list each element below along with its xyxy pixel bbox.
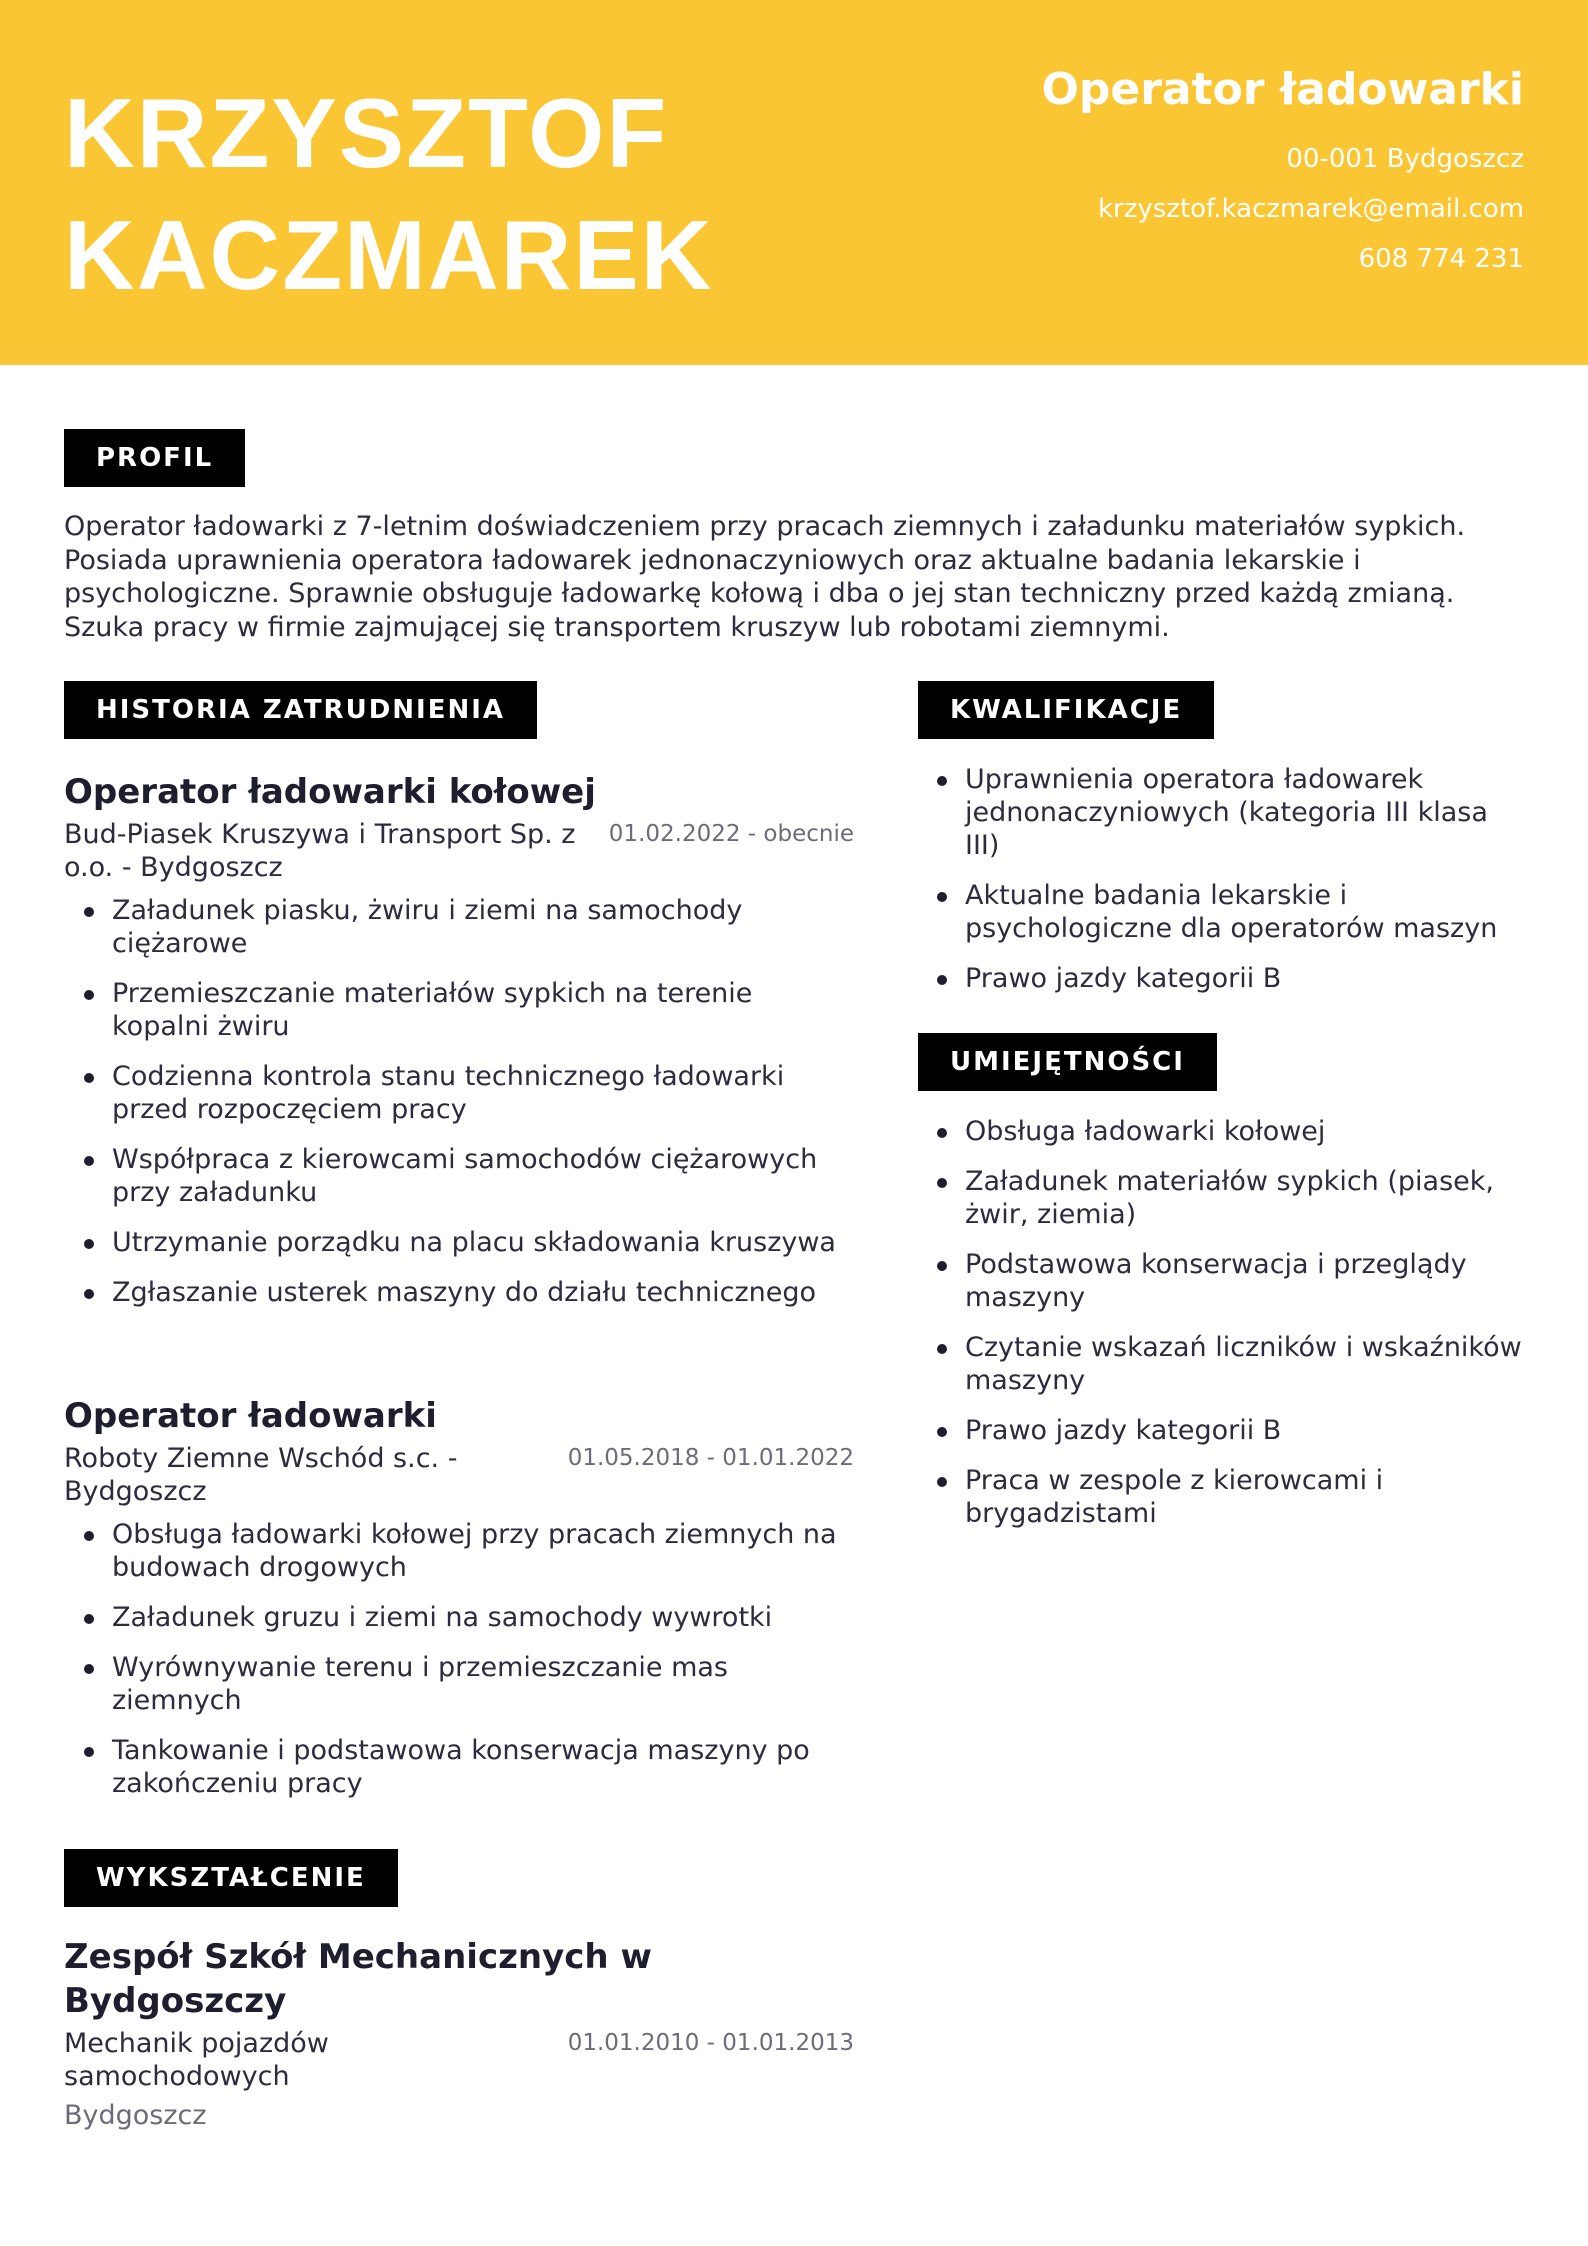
list-item: Prawo jazdy kategorii B bbox=[918, 962, 1524, 995]
job-entry bbox=[64, 1394, 854, 1817]
first-name: KRZYSZTOF bbox=[64, 78, 669, 188]
section-heading-qualifications: KWALIFIKACJE bbox=[918, 681, 1214, 739]
job-duties-list bbox=[64, 1518, 854, 1800]
list-item: Załadunek materiałów sypkich (piasek, żwir, ziemia) bbox=[918, 1165, 1524, 1231]
phone[interactable]: 608 774 231 bbox=[1358, 244, 1524, 274]
address: 00-001 Bydgoszcz bbox=[1286, 144, 1524, 174]
list-item: Załadunek piasku, żwiru i ziemi na samochody ciężarowe bbox=[64, 894, 854, 960]
qualifications-list bbox=[918, 763, 1524, 995]
job-entry-title: Operator ładowarki bbox=[64, 1396, 437, 1436]
list-item: Obsługa ładowarki kołowej przy pracach ziemnych na budowach drogowych bbox=[64, 1518, 854, 1584]
job-entry-company: Bud-Piasek Kruszywa i Transport Sp. z o.o. - Bydgoszcz bbox=[64, 819, 576, 883]
list-item: Wyrównywanie terenu i przemieszczanie mas ziemnych bbox=[64, 1651, 854, 1717]
list-item: Prawo jazdy kategorii B bbox=[918, 1414, 1524, 1447]
job-duties-list bbox=[64, 894, 854, 1309]
list-item: Obsługa ładowarki kołowej bbox=[918, 1115, 1524, 1148]
list-item: Praca w zespole z kierowcami i brygadzistami bbox=[918, 1464, 1524, 1530]
list-item: Podstawowa konserwacja i przeglądy maszyny bbox=[918, 1248, 1524, 1314]
list-item: Przemieszczanie materiałów sypkich na terenie kopalni żwiru bbox=[64, 977, 854, 1043]
job-entry bbox=[64, 770, 854, 1326]
list-item: Współpraca z kierowcami samochodów ciężarowych przy załadunku bbox=[64, 1143, 854, 1209]
email[interactable]: krzysztof.kaczmarek@email.com bbox=[1097, 194, 1524, 224]
skills-section bbox=[918, 1115, 1524, 1547]
section-heading-profile: PROFIL bbox=[64, 429, 245, 487]
education-entry bbox=[64, 1935, 854, 2132]
list-item: Utrzymanie porządku na placu składowania kruszywa bbox=[64, 1226, 854, 1259]
qualifications-section bbox=[918, 763, 1524, 1012]
education-school: Zespół Szkół Mechanicznych w Bydgoszczy bbox=[64, 1937, 652, 2021]
education-meta bbox=[64, 2027, 854, 2093]
job-entry-dates: 01.05.2018 - 01.01.2022 bbox=[567, 1445, 854, 1471]
job-title: Operator ładowarki bbox=[1041, 64, 1524, 115]
list-item: Codzienna kontrola stanu technicznego ładowarki przed rozpoczęciem pracy bbox=[64, 1060, 854, 1126]
list-item: Załadunek gruzu i ziemi na samochody wywrotki bbox=[64, 1601, 854, 1634]
header-banner bbox=[0, 0, 1588, 365]
section-heading-education: WYKSZTAŁCENIE bbox=[64, 1849, 398, 1907]
job-entry-company: Roboty Ziemne Wschód s.c. - Bydgoszcz bbox=[64, 1443, 458, 1507]
section-heading-employment: HISTORIA ZATRUDNIENIA bbox=[64, 681, 537, 739]
last-name: KACZMAREK bbox=[64, 200, 714, 310]
list-item: Aktualne badania lekarskie i psychologiczne dla operatorów maszyn bbox=[918, 879, 1524, 945]
education-dates: 01.01.2010 - 01.01.2013 bbox=[567, 2030, 854, 2056]
job-entry-meta bbox=[64, 818, 854, 884]
list-item: Tankowanie i podstawowa konserwacja maszyny po zakończeniu pracy bbox=[64, 1734, 854, 1800]
job-entry-dates: 01.02.2022 - obecnie bbox=[608, 821, 854, 847]
skills-list bbox=[918, 1115, 1524, 1530]
candidate-name bbox=[64, 72, 714, 316]
job-entry-title: Operator ładowarki kołowej bbox=[64, 772, 596, 812]
education-field: Mechanik pojazdów samochodowych bbox=[64, 2028, 329, 2092]
contact-block bbox=[1041, 62, 1524, 284]
job-entry-meta bbox=[64, 1442, 854, 1508]
education-city: Bydgoszcz bbox=[64, 2100, 207, 2131]
profile-text: Operator ładowarki z 7-letnim doświadczeniem przy pracach ziemnych i załadunku materiałów sypkich. Posiada uprawnienia operatora ładowarek jednonaczyniowych oraz aktualne badania lekarskie i psychologiczne. Sprawnie obsługuje ładowarkę kołową i dba o jej stan techniczny przed każdą zmianą. Szuka pracy w firmie zajmującej się transportem kruszyw lub robotami ziemnymi. bbox=[64, 511, 1466, 643]
list-item: Uprawnienia operatora ładowarek jednonaczyniowych (kategoria III klasa III) bbox=[918, 763, 1524, 862]
list-item: Czytanie wskazań liczników i wskaźników maszyny bbox=[918, 1331, 1524, 1397]
list-item: Zgłaszanie usterek maszyny do działu technicznego bbox=[64, 1276, 854, 1309]
section-heading-skills: UMIEJĘTNOŚCI bbox=[918, 1033, 1217, 1091]
